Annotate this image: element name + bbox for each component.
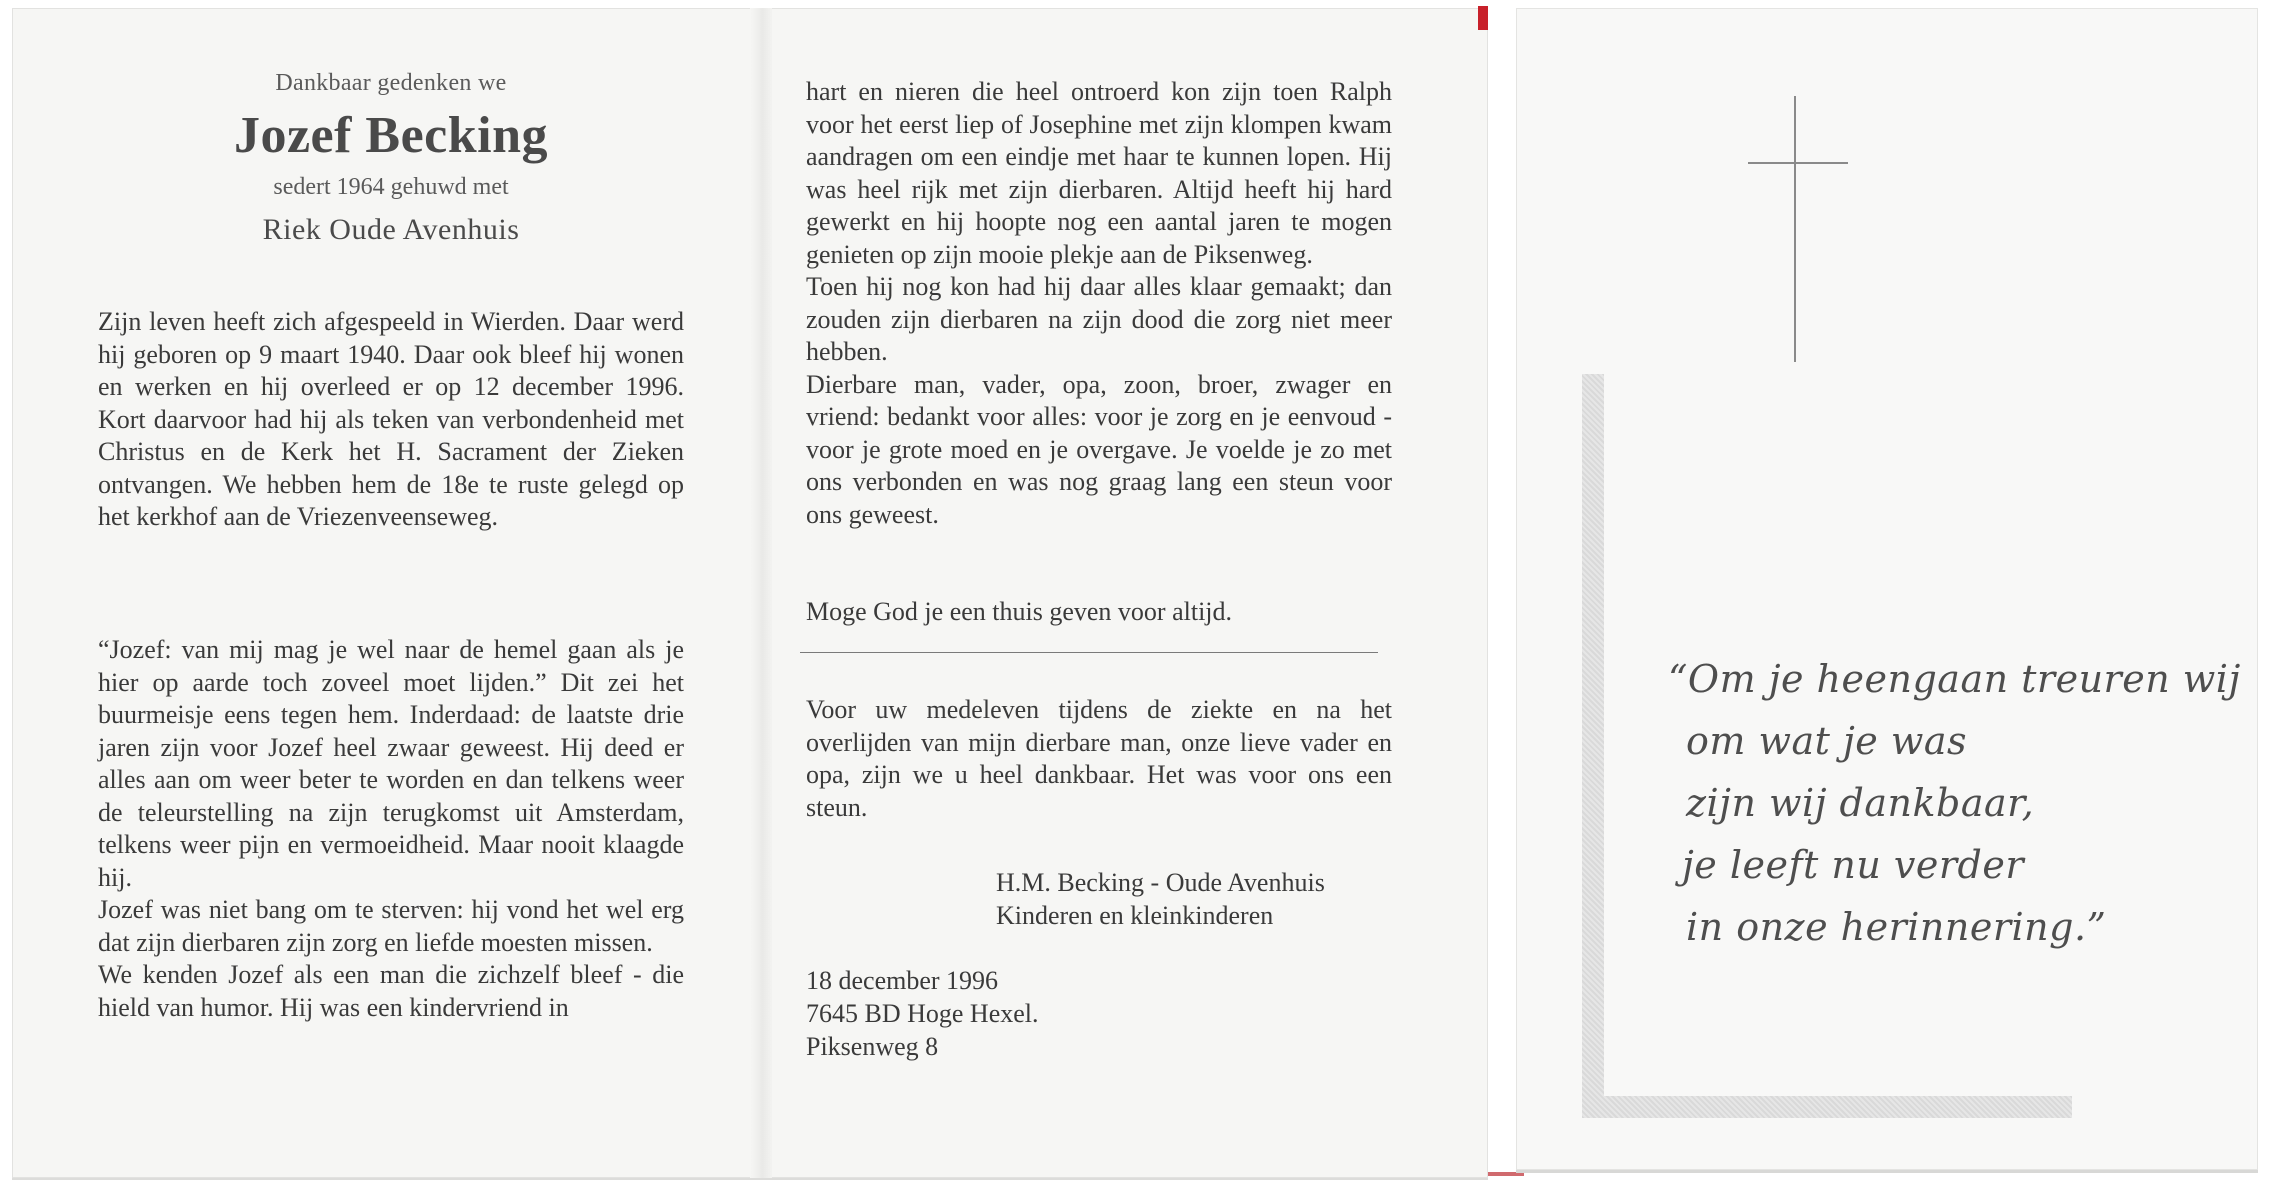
blessing-line [806,596,1392,629]
life-paragraph [98,306,684,534]
memorial-para-3: Dierbare man, vader, opa, zoon, broer, zwager en vriend: bedankt voor alles: voor je zorg en je eenvoud - voor je grote moed en je overgave. Je voelde je zo met ons verbonden en was nog graag lang een steun voor ons geweest. [806,369,1392,529]
cross-horizontal [1748,162,1848,164]
signature-family: Kinderen en kleinkinderen [996,901,1274,930]
poem-line: in onze herinnering.” [1686,905,2107,949]
spouse-name: Riek Oude Avenhuis [262,213,520,246]
quote-text-1: “Jozef: van mij mag je wel naar de hemel gaan als je hier op aarde toch zoveel moet lijden.” Dit zei het buurmeisje eens tegen hem. Inderdaad: de laatste drie jaren zijn voor Jozef heel zwaar geweest. Hij deed er alles aan om weer beter te worden en dan telkens weer de teleurstelling na zijn terugkomst uit Amsterdam, telkens weer pijn en vermoeidheid. Maar nooit klaagde hij. [98,635,684,892]
memorial-para-1: hart en nieren die heel ontroerd kon zijn toen Ralph voor het eerst liep of Josephine met zijn klompen kwam aandragen om een eindje met haar te kunnen lopen. Hij was heel rijk met zijn dierbaren. Altijd heeft hij hard gewerkt en hij hoopte nog een aantal jaren te mogen genieten op zijn mooie plekje aan de Piksenweg. [806,77,1392,269]
middle-page [806,8,1392,1178]
cross-icon [1748,96,1848,362]
poem-line: “Om je heengaan treuren wij [1668,657,2241,701]
inner-spread [12,8,1488,1178]
date-address-block [806,964,1039,1063]
thanks-text: Voor uw medeleven tijdens de ziekte en na het overlijden van mijn dierbare man, onze lieve vader en opa, zijn we u heel dankbaar. Het was voor ons een steun. [806,695,1392,822]
back-card [1516,8,2258,1170]
thanks-paragraph [806,694,1392,824]
quote-text-3: We kenden Jozef als een man die zichzelf bleef - die hield van humor. Hij was een kindervriend in [98,960,684,1022]
memorial-text [806,76,1392,531]
intro-text: Dankbaar gedenken we [275,70,507,96]
divider-rule [800,652,1378,653]
decorative-bar-vertical [1582,374,1604,1118]
memorial-para-2: Toen hij nog kon had hij daar alles klaar gemaakt; dan zouden zijn dierbaren na zijn dood die zorg niet meer hebben. [806,272,1392,366]
card-edge [12,1178,1488,1180]
back-card-edge [1516,1170,2258,1173]
card-date: 18 december 1996 [806,966,999,995]
poem-line: zijn wij dankbaar, [1686,781,2035,825]
deceased-name: Jozef Becking [233,107,549,164]
quote-paragraph [98,634,684,1024]
red-card-edge [1478,6,1488,30]
quote-text-2: Jozef was niet bang om te sterven: hij vond het wel erg dat zijn dierbaren zijn zorg en liefde moesten missen. [98,895,684,957]
blessing-text: Moge God je een thuis geven voor altijd. [806,597,1233,626]
poem-line: om wat je was [1686,719,1968,763]
signature-name: H.M. Becking - Oude Avenhuis [996,868,1325,897]
left-page [98,8,684,1178]
cross-vertical [1794,96,1796,362]
life-text: Zijn leven heeft zich afgespeeld in Wierden. Daar werd hij geboren op 9 maart 1940. Daar ook bleef hij wonen en werken en hij overleed er op 12 december 1996. Kort daarvoor had hij als teken van verbondenheid met Christus en de Kerk het H. Sacrament der Zieken ontvangen. We hebben hem de 18e te ruste gelegd op het kerkhof aan de Vriezenveenseweg. [98,307,684,531]
address-line-1: 7645 BD Hoge Hexel. [806,999,1039,1028]
poem-line: je leeft nu verder [1682,843,2025,887]
memorial-poem [1668,648,2241,958]
signature-block [996,866,1325,932]
decorative-bar-horizontal [1582,1096,2072,1118]
address-line-2: Piksenweg 8 [806,1032,939,1061]
center-fold [750,8,772,1178]
married-since: sedert 1964 gehuwd met [273,174,509,200]
